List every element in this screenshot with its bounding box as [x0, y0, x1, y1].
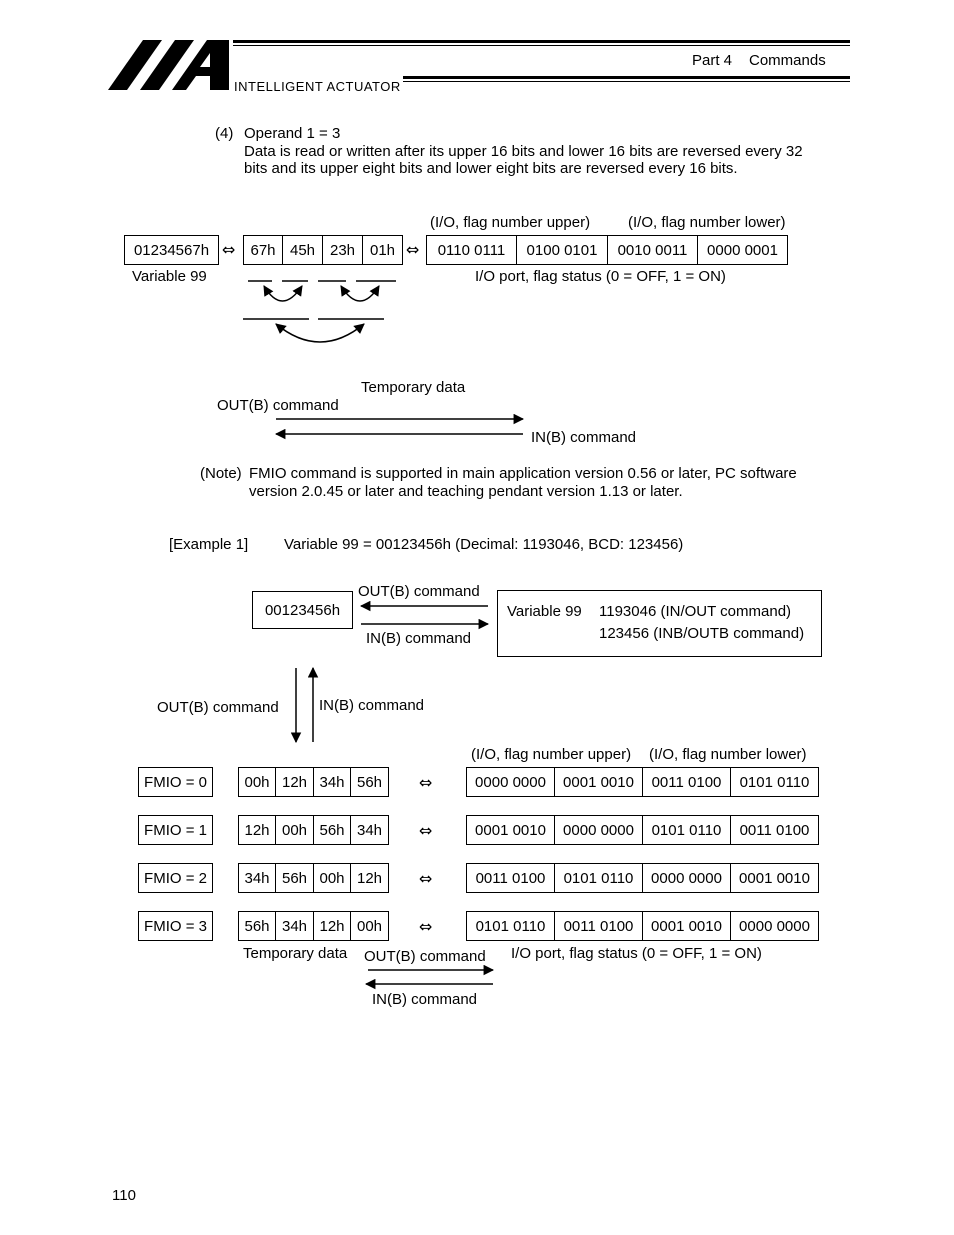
note-line-1: FMIO command is supported in main application version 0.56 or later, PC software [249, 465, 797, 482]
swap-arrow-icon: ⇔ [419, 773, 433, 792]
bit-cell: 0011 0100 [643, 768, 731, 796]
bit-cell: 0101 0110 [555, 864, 643, 892]
vertical-in-label: IN(B) command [319, 697, 425, 714]
example-temporary-data-label: Temporary data [243, 945, 348, 962]
example-value-box: 00123456h [252, 591, 353, 629]
bit-cell: 0010 0011 [608, 236, 698, 264]
header-part: Part 4 [692, 52, 733, 69]
bit-cell: 0100 0101 [517, 236, 608, 264]
byte-cell: 67h [244, 236, 283, 264]
byte-cell: 12h [239, 816, 276, 844]
swap-arrow-icon: ⇔ [419, 821, 433, 840]
example-out-label: OUT(B) command [358, 583, 480, 600]
label-flag-lower: (I/O, flag number lower) [628, 214, 786, 231]
example-status-label: I/O port, flag status (0 = OFF, 1 = ON) [511, 945, 762, 962]
bit-cell: 0101 0110 [739, 773, 810, 791]
bit-cell: 0011 0100 [467, 864, 555, 892]
bit-cell: 0000 0000 [555, 816, 643, 844]
intro-heading: Operand 1 = 3 [244, 125, 341, 142]
swap-arrow-icon: ⇔ [419, 917, 433, 936]
byte-cell: 34h [314, 768, 351, 796]
temporary-data-label: Temporary data [361, 379, 466, 396]
bit-cell: 0001 0010 [739, 869, 810, 887]
fmio-label: FMIO = 1 [138, 815, 213, 845]
fmio-label: FMIO = 3 [138, 911, 213, 941]
swap-arrow-icon: ⇔ [406, 240, 420, 259]
bit-cell: 0000 0000 [467, 768, 555, 796]
note-line-2: version 2.0.45 or later and teaching pendant version 1.13 or later. [249, 483, 683, 500]
example-in-label: IN(B) command [366, 630, 472, 647]
var-line-2: 123456 (INB/OUTB command) [599, 625, 805, 642]
variable-value-box: 01234567h [124, 235, 219, 265]
bit-cell: 0001 0010 [467, 816, 555, 844]
var-line-1: 1193046 (IN/OUT command) [599, 603, 792, 620]
byte-cell: 56h [356, 773, 383, 791]
bottom-in-label: IN(B) command [372, 991, 478, 1008]
in-command-label: IN(B) command [531, 429, 637, 446]
byte-cell: 00h [276, 816, 314, 844]
out-command-label: OUT(B) command [217, 397, 339, 414]
bit-cell: 0011 0100 [555, 912, 643, 940]
vertical-out-label: OUT(B) command [157, 699, 279, 716]
bit-cell: 0011 0100 [739, 821, 810, 839]
page-number: 110 [112, 1187, 136, 1204]
byte-cell: 12h [356, 869, 383, 887]
bit-cell: 0001 0010 [555, 768, 643, 796]
byte-cell: 45h [283, 236, 323, 264]
fmio-label: FMIO = 0 [138, 767, 213, 797]
bit-cell: 0000 0000 [739, 917, 810, 935]
bit-cell: 0000 0001 [707, 241, 778, 259]
bit-cell: 0101 0110 [467, 912, 555, 940]
intro-item-number: (4) [215, 125, 234, 142]
byte-cell: 56h [239, 912, 276, 940]
variable-label: Variable 99 [132, 268, 207, 285]
byte-cell: 01h [369, 241, 396, 259]
swap-arrow-icon: ⇔ [419, 869, 433, 888]
byte-cell: 12h [276, 768, 314, 796]
example-text: Variable 99 = 00123456h (Decimal: 1193046, BCD: 123456) [284, 536, 684, 553]
byte-cell: 23h [323, 236, 363, 264]
status-label: I/O port, flag status (0 = OFF, 1 = ON) [475, 268, 726, 285]
byte-cell: 56h [314, 816, 351, 844]
bit-cell: 0101 0110 [643, 816, 731, 844]
logo-text: INTELLIGENT ACTUATOR [234, 79, 401, 94]
bit-cell: 0110 0111 [427, 236, 517, 264]
example-label-lower: (I/O, flag number lower) [649, 746, 807, 763]
intro-line-1: Data is read or written after its upper 16 bits and lower 16 bits are reversed every 32 [244, 143, 803, 160]
byte-cell: 34h [356, 821, 383, 839]
bottom-out-label: OUT(B) command [364, 948, 486, 965]
byte-cell: 34h [239, 864, 276, 892]
byte-cell: 00h [314, 864, 351, 892]
var-name: Variable 99 [507, 603, 582, 620]
byte-cell: 56h [276, 864, 314, 892]
fmio-label: FMIO = 2 [138, 863, 213, 893]
swap-arrow-icon: ⇔ [222, 240, 236, 259]
byte-cell: 12h [314, 912, 351, 940]
byte-cell: 00h [356, 917, 383, 935]
note-tag: (Note) [200, 465, 242, 482]
intro-line-2: bits and its upper eight bits and lower eight bits are reversed every 16 bits. [244, 160, 738, 177]
bit-cell: 0001 0010 [643, 912, 731, 940]
bit-cell: 0000 0000 [643, 864, 731, 892]
example-label-upper: (I/O, flag number upper) [471, 746, 632, 763]
byte-cell: 00h [239, 768, 276, 796]
label-flag-upper: (I/O, flag number upper) [430, 214, 591, 231]
byte-cell: 34h [276, 912, 314, 940]
header-section: Commands [749, 52, 826, 69]
example-tag: [Example 1] [169, 536, 249, 553]
